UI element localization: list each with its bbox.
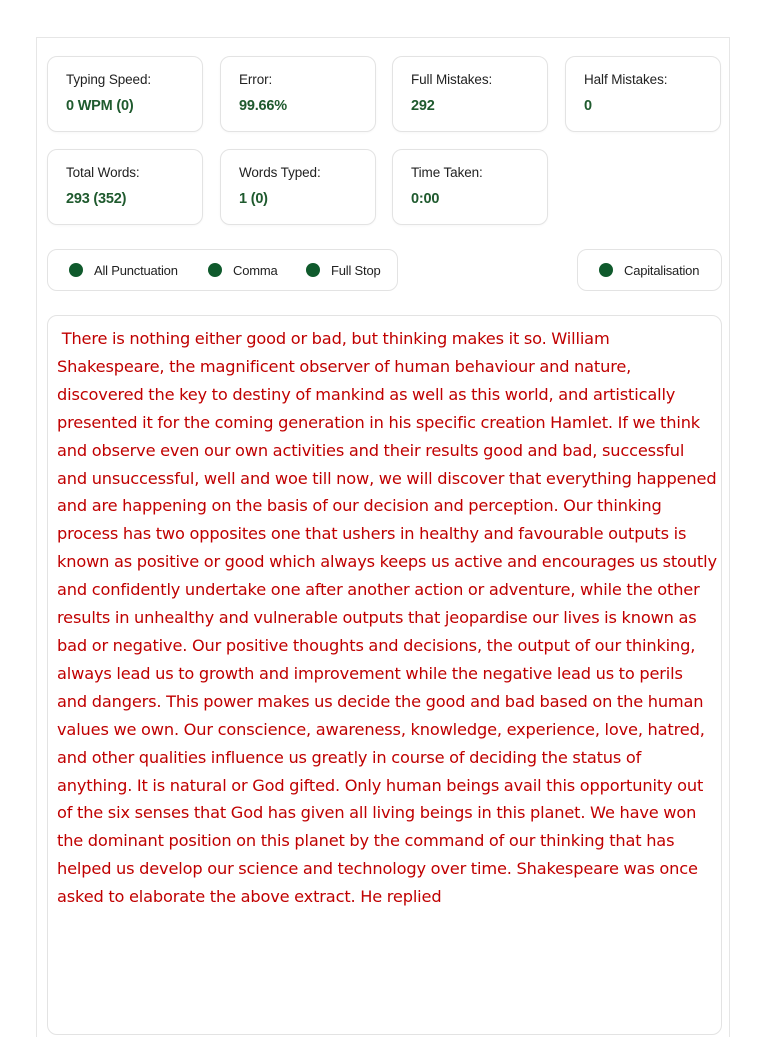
words-typed-value: 1 (0) <box>239 191 268 207</box>
error-value: 99.66% <box>239 98 287 114</box>
words-typed-card <box>220 149 376 225</box>
full-stop-toggle[interactable] <box>306 250 381 290</box>
toggle-on-indicator <box>599 263 613 277</box>
half-mistakes-value: 0 <box>584 98 592 114</box>
half-mistakes-label: Half Mistakes: <box>584 72 668 87</box>
time-taken-value: 0:00 <box>411 191 440 207</box>
total-words-label: Total Words: <box>66 165 140 180</box>
full-stop-label: Full Stop <box>331 262 381 278</box>
all-punctuation-label: All Punctuation <box>94 262 178 278</box>
capitalisation-toggle[interactable] <box>599 250 699 290</box>
comma-toggle[interactable] <box>208 250 278 290</box>
half-mistakes-card <box>565 56 721 132</box>
capitalisation-label: Capitalisation <box>624 262 700 278</box>
capitalisation-toggle-group <box>577 249 722 291</box>
toggle-on-indicator <box>208 263 222 277</box>
error-card <box>220 56 376 132</box>
comma-label: Comma <box>233 262 278 278</box>
full-mistakes-value: 292 <box>411 98 435 114</box>
all-punctuation-toggle[interactable] <box>69 250 178 290</box>
total-words-value: 293 (352) <box>66 191 127 207</box>
typing-speed-label: Typing Speed: <box>66 72 152 87</box>
error-label: Error: <box>239 72 273 87</box>
typing-speed-value: 0 WPM (0) <box>66 98 134 114</box>
typing-speed-card <box>47 56 203 132</box>
full-mistakes-label: Full Mistakes: <box>411 72 493 87</box>
punctuation-toggle-group <box>47 249 398 291</box>
passage-text: There is nothing either good or bad, but thinking makes it so. William Shakespeare, the magnificent observer of human behaviour and nature, discovered the key to destiny of mankind as well as this world, and artistically presented it for the coming generation in his specific creation Hamlet. If we think and observe even our own activities and their results good and bad, successful and unsuccessful, well and woe till now, we will discover that everything happened and are happening on the basis of our decision and perception. Our thinking process has two opposites one that ushers in healthy and favourable outputs is known as positive or good which always keeps us active and encourages us stoutly and confidently undertake one after another action or adventure, while the other results in unhealthy and vulnerable outputs that jeopardise our lives is known as bad or negative. Our positive thoughts and decisions, the output of our thinking, always lead us to growth and improvement while the negative lead us to perils and dangers. This power makes us decide the good and bad based on the human values we own. Our conscience, awareness, knowledge, experience, love, hatred, and other qualities influence us greatly in course of deciding the status of anything. It is natural or God gifted. Only human beings avail this opportunity out of the six senses that God has given all living beings in this planet. We have won the dominant position on this planet by the command of our thinking that has helped us develop our science and technology over time. Shakespeare was once asked to elaborate the above extract. He replied <box>57 329 722 907</box>
full-mistakes-card <box>392 56 548 132</box>
total-words-card <box>47 149 203 225</box>
toggle-on-indicator <box>69 263 83 277</box>
time-taken-card <box>392 149 548 225</box>
time-taken-label: Time Taken: <box>411 165 483 180</box>
passage-text-area[interactable] <box>47 315 722 1035</box>
words-typed-label: Words Typed: <box>239 165 321 180</box>
toggle-on-indicator <box>306 263 320 277</box>
